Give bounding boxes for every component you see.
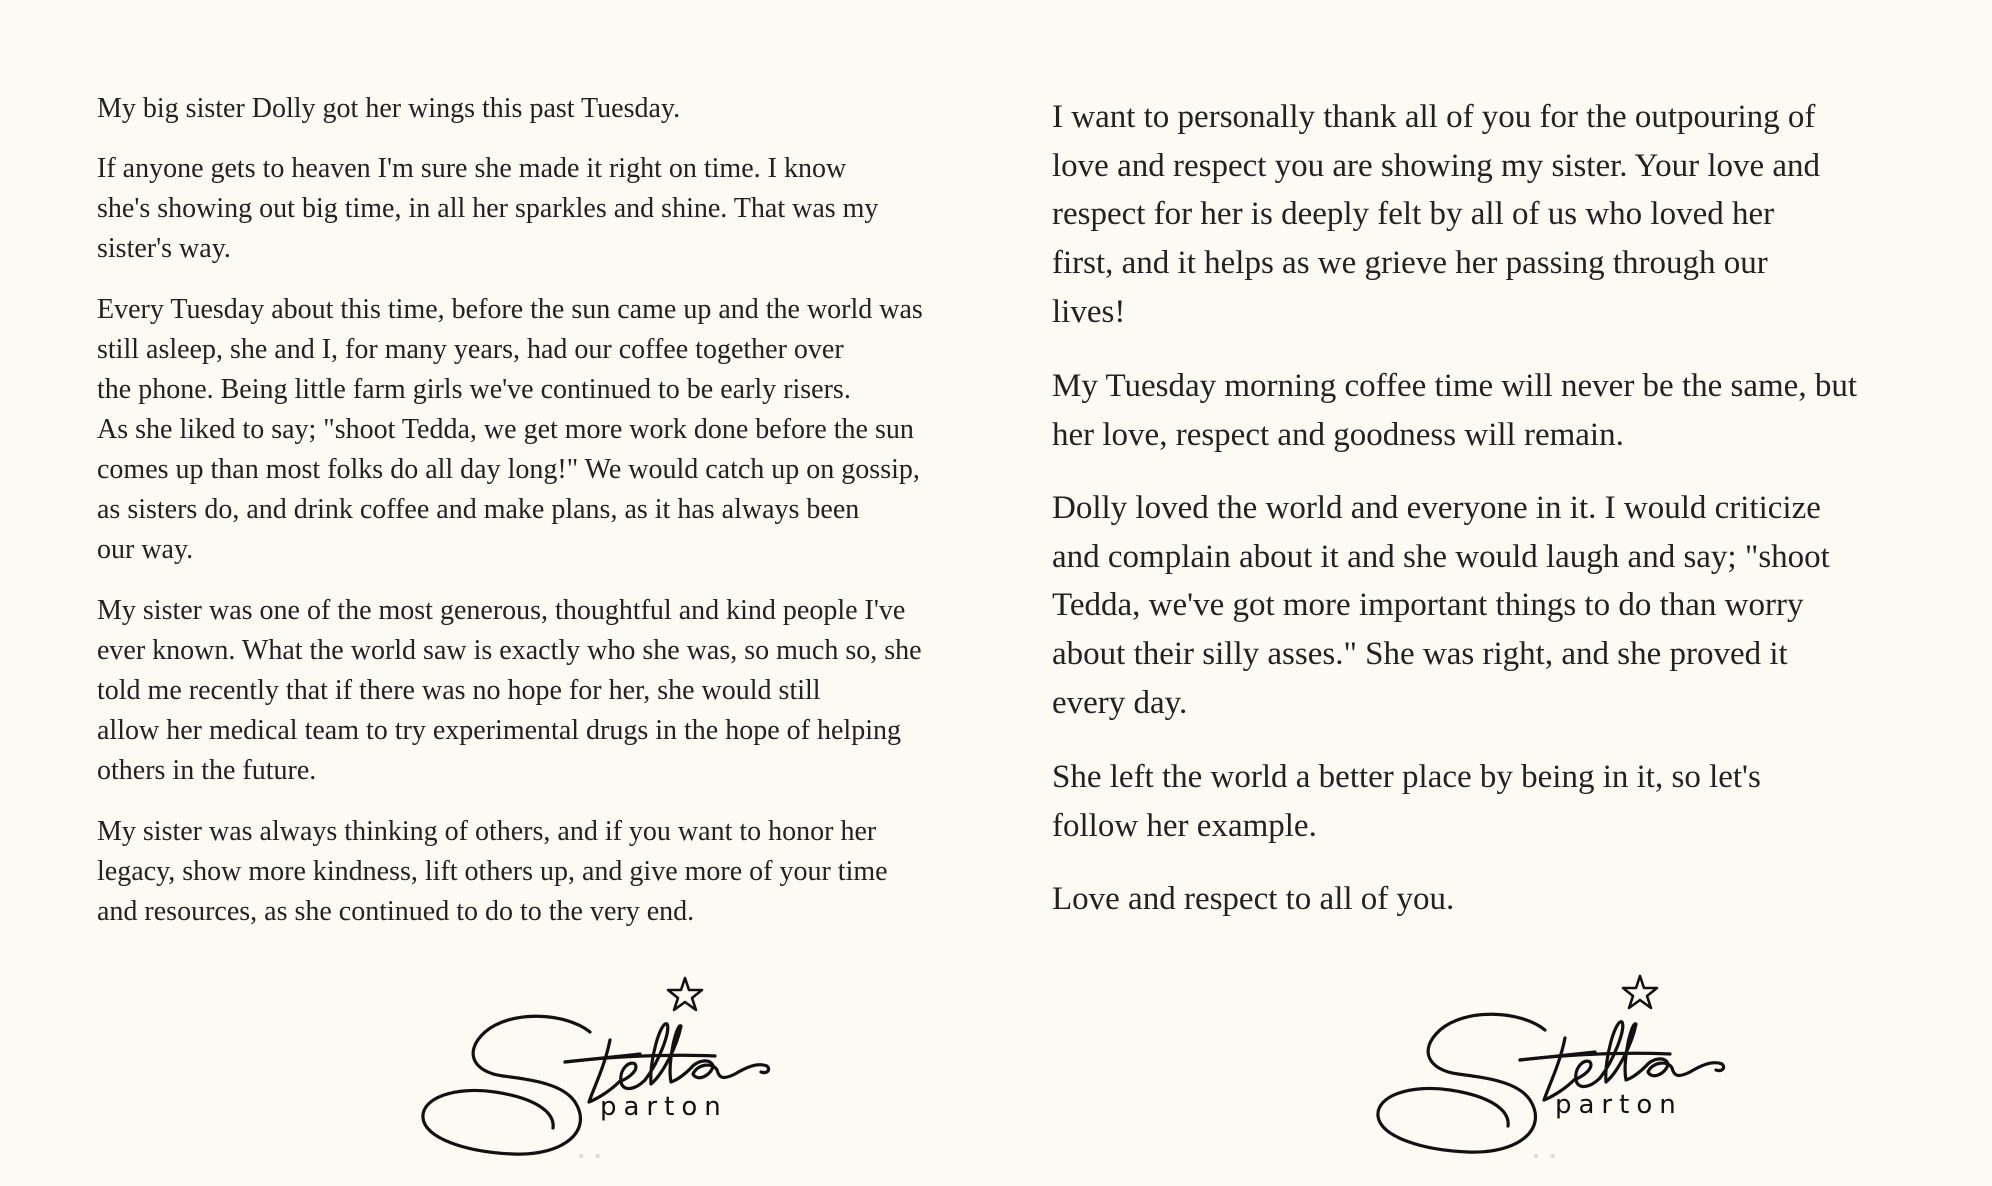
signature-surname: parton xyxy=(600,1092,728,1122)
text-line: and complain about it and she would laugh and say; "shoot xyxy=(1052,538,1830,575)
paragraph-2 xyxy=(1052,362,1857,459)
text-line: respect for her is deeply felt by all of us who loved her xyxy=(1052,196,1775,233)
paragraph-3 xyxy=(1052,484,1830,728)
text-line: Love and respect to all of you. xyxy=(1052,881,1455,917)
paragraph-4 xyxy=(97,591,922,791)
text-line: as sisters do, and drink coffee and make plans, as it has always been xyxy=(97,494,860,525)
text-line: As she liked to say; "shoot Tedda, we get more work done before the sun xyxy=(97,414,914,445)
text-line: My sister was one of the most generous, thoughtful and kind people I've xyxy=(97,595,906,626)
text-line: sister's way. xyxy=(97,233,231,264)
page-indicator-dots: ● ● xyxy=(578,1151,605,1162)
signature-stella-parton xyxy=(1370,968,1730,1168)
text-line: Tedda, we've got more important things to do than worry xyxy=(1052,587,1804,624)
signature-logo xyxy=(1370,968,1730,1168)
text-line: comes up than most folks do all day long!" We would catch up on gossip, xyxy=(97,454,920,485)
text-line: others in the future. xyxy=(97,755,317,786)
text-line: She left the world a better place by being in it, so let's xyxy=(1052,759,1761,795)
text-line: allow her medical team to try experimental drugs in the hope of helping xyxy=(97,715,901,746)
text-line: I want to personally thank all of you for the outpouring of xyxy=(1052,99,1816,135)
text-line: lives! xyxy=(1052,293,1126,330)
text-line: she's showing out big time, in all her sparkles and shine. That was my xyxy=(97,193,879,224)
text-line: legacy, show more kindness, lift others up, and give more of your time xyxy=(97,856,888,887)
text-line: our way. xyxy=(97,534,194,565)
paragraph-1 xyxy=(1052,93,1820,337)
text-line: the phone. Being little farm girls we've continued to be early risers. xyxy=(97,374,851,405)
text-line: still asleep, she and I, for many years, had our coffee together over xyxy=(97,334,844,365)
text-line: My big sister Dolly got her wings this past Tuesday. xyxy=(97,93,681,124)
text-line: My Tuesday morning coffee time will never be the same, but xyxy=(1052,368,1857,404)
text-line: Dolly loved the world and everyone in it. I would criticize xyxy=(1052,490,1821,526)
page-indicator-dots: ● ● xyxy=(1533,1151,1560,1162)
text-line: If anyone gets to heaven I'm sure she made it right on time. I know xyxy=(97,153,847,184)
text-line: love and respect you are showing my sister. Your love and xyxy=(1052,147,1821,184)
text-line: first, and it helps as we grieve her passing through our xyxy=(1052,245,1768,282)
text-line: ever known. What the world saw is exactly who she was, so much so, she xyxy=(97,635,922,666)
text-line: My sister was always thinking of others, and if you want to honor her xyxy=(97,816,877,847)
paragraph-2 xyxy=(97,149,878,269)
signature-stella-parton xyxy=(415,970,775,1170)
paragraph-4 xyxy=(1052,753,1761,850)
text-line: Every Tuesday about this time, before the sun came up and the world was xyxy=(97,294,923,325)
text-line: and resources, as she continued to do to the very end. xyxy=(97,896,695,927)
text-line: her love, respect and goodness will remain. xyxy=(1052,416,1624,453)
text-line: about their silly asses." She was right, and she proved it xyxy=(1052,636,1788,673)
text-line: every day. xyxy=(1052,684,1188,721)
paragraph-5 xyxy=(1052,875,1454,924)
signature-logo xyxy=(415,970,775,1170)
text-line: follow her example. xyxy=(1052,807,1317,844)
paragraph-5 xyxy=(97,812,888,932)
signature-surname: parton xyxy=(1555,1090,1683,1120)
paragraph-1 xyxy=(97,89,680,129)
text-line: told me recently that if there was no hope for her, she would still xyxy=(97,675,821,706)
paragraph-3 xyxy=(97,290,923,570)
